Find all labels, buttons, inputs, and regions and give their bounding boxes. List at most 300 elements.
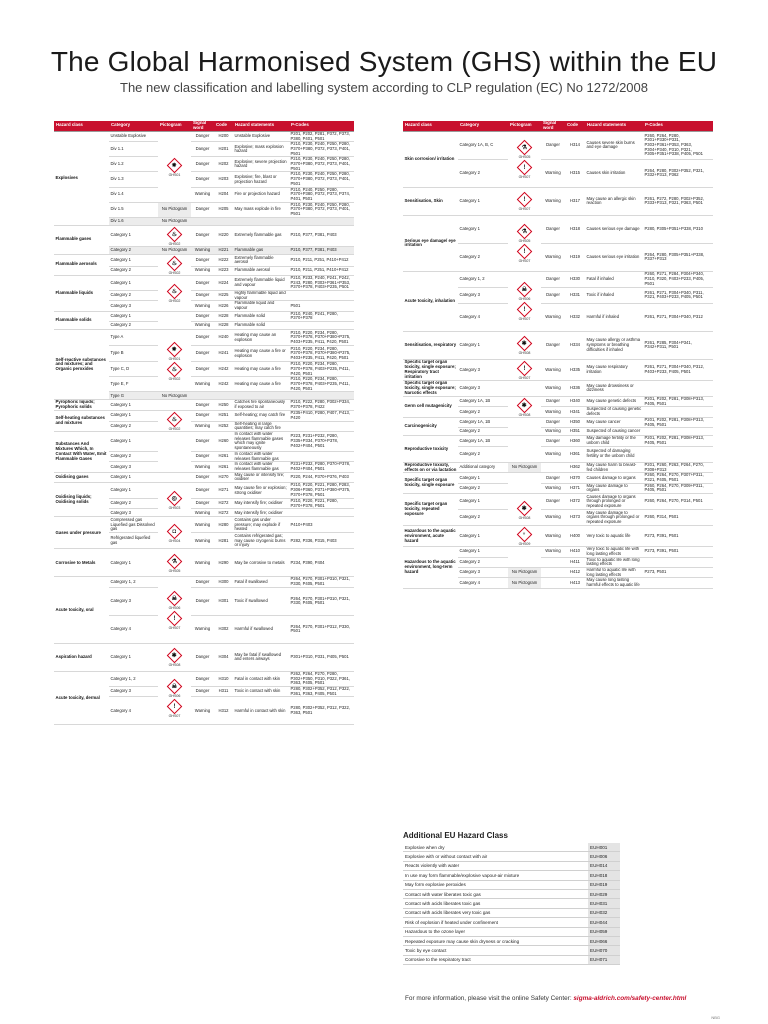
pictogram bbox=[166, 590, 183, 610]
exclamation-mark-icon: ! bbox=[517, 160, 533, 176]
hazard-code: H241 bbox=[214, 346, 233, 362]
euh-code: EUH019 bbox=[588, 880, 620, 889]
euh-statement: Explosive when dry bbox=[403, 843, 588, 852]
hazard-row bbox=[54, 400, 354, 411]
euh-code: EUH006 bbox=[588, 852, 620, 861]
category-cell: Category 4 bbox=[109, 697, 158, 725]
health-hazard-icon: ✱ bbox=[517, 398, 533, 414]
hazard-statement: May cause allergy or asthma symptoms or breathing difficulties if inhaled bbox=[585, 331, 643, 359]
pictogram-code: GHS07 bbox=[168, 714, 181, 719]
footer-note bbox=[405, 995, 686, 1002]
pictogram bbox=[166, 647, 183, 667]
category-cell: Category 1 bbox=[458, 494, 508, 510]
corrosion-icon: ⚗ bbox=[517, 140, 533, 156]
p-codes: P273, P391, P501 bbox=[643, 547, 713, 557]
category-cell: Type A bbox=[109, 330, 158, 346]
euh-statement: In use may form flammable/explosive vapour-air mixture bbox=[403, 871, 588, 880]
hazard-statement: Flammable solid bbox=[233, 322, 289, 330]
hazard-statement: Toxic if swallowed bbox=[233, 587, 289, 615]
p-codes: P261, P271, P304+P340, P311, P321, P403+P233, P405, P501 bbox=[643, 287, 713, 303]
pictogram-cell bbox=[158, 254, 191, 275]
euh-row bbox=[403, 946, 620, 955]
pictogram-cell bbox=[508, 396, 541, 417]
hazard-code: H271 bbox=[214, 483, 233, 499]
hazard-code: H240 bbox=[214, 330, 233, 346]
signal-word: Danger bbox=[541, 271, 565, 287]
hazard-code: H413 bbox=[565, 578, 585, 588]
pictogram bbox=[516, 139, 533, 159]
hazard-code: H319 bbox=[565, 243, 585, 271]
hazard-row bbox=[403, 215, 713, 243]
p-codes: P262, P264, P270, P280, P302+P350, P310, P322, P361, P363, P405, P501 bbox=[289, 671, 354, 686]
hazard-statement: May cause harm to breast-fed children bbox=[585, 462, 643, 473]
pictogram-code: GHS02 bbox=[168, 376, 181, 381]
hazard-class: Gases under pressure bbox=[54, 517, 109, 549]
pictogram bbox=[516, 526, 533, 546]
pictogram-cell bbox=[508, 187, 541, 215]
hazard-statement: Contains gas under pressure; may explode if heated bbox=[233, 517, 289, 533]
pictogram-code: GHS05 bbox=[518, 239, 531, 244]
safety-center-link[interactable]: sigma-aldrich.com/safety-center.html bbox=[573, 995, 687, 1002]
pictogram-cell bbox=[158, 671, 191, 725]
hazard-class: Explosives bbox=[54, 131, 109, 225]
hazard-class: Acute toxicity, inhalation bbox=[403, 271, 458, 331]
category-cell: Category 1, 2 bbox=[109, 577, 158, 587]
category-cell: Refrigerated liquefied gas bbox=[109, 533, 158, 549]
column-header: Hazard class bbox=[54, 121, 109, 131]
category-cell: Category 1 bbox=[458, 526, 508, 547]
pictogram-code: GHS01 bbox=[168, 172, 181, 177]
pictogram-cell bbox=[508, 494, 541, 526]
hazard-statement: Harmful if inhaled bbox=[585, 303, 643, 331]
p-codes: P220, P244, P370+P376, P403 bbox=[289, 472, 354, 482]
pictogram bbox=[166, 698, 183, 718]
pictogram bbox=[516, 335, 533, 355]
hazard-code: H200 bbox=[214, 131, 233, 141]
p-codes: P223, P231+P232, P280, P335+P334, P370+P378, P402+P404, P501 bbox=[289, 432, 354, 452]
pictogram-code: GHS02 bbox=[168, 427, 181, 431]
hazard-code: H351 bbox=[565, 428, 585, 436]
p-codes: P280, P302+P352, P312, P322, P363, P501 bbox=[289, 697, 354, 725]
hazard-statement: May cause fire or explosion; strong oxidiser bbox=[233, 483, 289, 499]
euh-row bbox=[403, 899, 620, 908]
hazard-code: H311 bbox=[214, 686, 233, 696]
pictogram bbox=[166, 610, 183, 630]
euh-statement: Toxic by eye contact bbox=[403, 946, 588, 955]
hazard-statement: Fire or projection hazard bbox=[233, 187, 289, 202]
corrosion-icon: ⚗ bbox=[517, 224, 533, 240]
hazard-code: H260 bbox=[214, 432, 233, 452]
hazard-code: H204 bbox=[214, 187, 233, 202]
pictogram bbox=[166, 341, 183, 361]
p-codes: P210, P230, P240, P250, P280, P370+P380, P372, P373, P401, P501 bbox=[289, 157, 354, 172]
signal-word: Warning bbox=[541, 380, 565, 396]
pictogram-cell bbox=[508, 380, 541, 396]
hazard-statement: Causes severe skin burns and eye damage bbox=[585, 131, 643, 159]
euh-code: EUH059 bbox=[588, 927, 620, 936]
category-cell: Category 2 bbox=[109, 322, 158, 330]
hazard-class: Aspiration hazard bbox=[54, 643, 109, 671]
signal-word: Danger bbox=[191, 225, 214, 246]
hazard-row bbox=[54, 254, 354, 266]
category-cell: Category 1 bbox=[458, 547, 508, 557]
flame-icon: ♨ bbox=[167, 256, 183, 272]
ghs-table-right bbox=[403, 121, 713, 589]
signal-word: Danger bbox=[541, 494, 565, 510]
signal-word: Warning bbox=[191, 246, 214, 254]
signal-word bbox=[541, 567, 565, 577]
hazard-row bbox=[54, 472, 354, 482]
hazard-class: Reproductive toxicity bbox=[403, 436, 458, 462]
p-codes: P260, P271, P284, P304+P340, P310, P320, P403+P233, P405, P501 bbox=[643, 271, 713, 287]
euh-statement: Contact with water liberates toxic gas bbox=[403, 889, 588, 898]
hazard-statement: Harmful if swallowed bbox=[233, 615, 289, 643]
pictogram-cell bbox=[158, 643, 191, 671]
p-codes: P260, P264, P280, P301+P330+P331, P303+P361+P353, P363, P304+P340, P310, P321, P305+P351+P338, P405, P501 bbox=[643, 131, 713, 159]
hazard-row bbox=[403, 187, 713, 215]
pictogram-code: GHS07 bbox=[518, 175, 531, 180]
pictogram-cell bbox=[508, 215, 541, 271]
euh-row bbox=[403, 852, 620, 861]
exclamation-mark-icon: ! bbox=[167, 699, 183, 715]
hazard-code: H242 bbox=[214, 377, 233, 392]
signal-word: Danger bbox=[191, 142, 214, 157]
exclamation-mark-icon: ! bbox=[517, 192, 533, 208]
hazard-code: H330 bbox=[565, 271, 585, 287]
category-cell: Category 2 bbox=[458, 510, 508, 526]
signal-word: Danger bbox=[191, 131, 214, 141]
p-codes: P210, P211, P251, P410+P412 bbox=[289, 266, 354, 275]
signal-word: Danger bbox=[191, 643, 214, 671]
corner-mark: NBG bbox=[711, 1015, 720, 1020]
hazard-code: H315 bbox=[565, 159, 585, 187]
hazard-statement: Heating may cause a fire bbox=[233, 377, 289, 392]
euh-statement: Contact with acids liberates toxic gas bbox=[403, 899, 588, 908]
hazard-code: H304 bbox=[214, 643, 233, 671]
no-pictogram-cell: No Pictogram bbox=[508, 578, 541, 588]
euh-code: EUH032 bbox=[588, 908, 620, 917]
hazard-statement: Unstable Explosive bbox=[233, 131, 289, 141]
euh-row bbox=[403, 918, 620, 927]
category-cell: Type C, D bbox=[109, 362, 158, 377]
signal-word: Warning bbox=[191, 517, 214, 533]
signal-word: Warning bbox=[191, 266, 214, 275]
pictogram-cell bbox=[508, 436, 541, 462]
hazard-statement: Toxic in contact with skin bbox=[233, 686, 289, 696]
signal-word: Danger bbox=[191, 290, 214, 300]
p-codes: P210, P211, P251, P410+P412 bbox=[289, 254, 354, 266]
hazard-row bbox=[403, 131, 713, 159]
hazard-code: H261 bbox=[214, 462, 233, 472]
p-codes: P210, P220, P221, P280, P283, P306+P360, P371+P380+P375, P370+P378, P501 bbox=[289, 483, 354, 499]
flame-icon: ♨ bbox=[167, 361, 183, 377]
hazard-statement: Catches fire spontaneously if exposed to air bbox=[233, 400, 289, 411]
hazard-row bbox=[403, 331, 713, 359]
flame-over-circle-icon: ◎ bbox=[167, 490, 183, 506]
category-cell: Category 1 bbox=[109, 411, 158, 422]
health-hazard-icon: ✱ bbox=[167, 648, 183, 664]
hazard-class: Specific target organ toxicity, repeated exposure bbox=[403, 494, 458, 526]
pictogram-code: GHS02 bbox=[168, 270, 181, 275]
p-codes: P201, P202, P281, P308+P313, P405, P501 bbox=[643, 396, 713, 407]
hazard-statement: Explosive; mass explosion hazard bbox=[233, 142, 289, 157]
signal-word: Danger bbox=[191, 202, 214, 217]
hazard-statement: May cause drowsiness or dizziness bbox=[585, 380, 643, 396]
hazard-code: H331 bbox=[565, 287, 585, 303]
hazard-statement: Suspected of causing genetic defects bbox=[586, 406, 642, 417]
euh-code: EUH071 bbox=[588, 955, 620, 964]
hazard-code: H226 bbox=[214, 301, 233, 311]
hazard-code: H251 bbox=[214, 411, 233, 422]
pictogram-code: GHS07 bbox=[518, 375, 531, 380]
category-cell: Category 1, 2 bbox=[458, 271, 508, 287]
pictogram-code: GHS05 bbox=[518, 155, 531, 160]
euh-table bbox=[403, 843, 620, 965]
hazard-class: Acute toxicity, oral bbox=[54, 577, 109, 643]
hazard-statement: May cause cancer bbox=[585, 417, 643, 427]
pictogram-cell bbox=[508, 271, 541, 331]
category-cell: Category 3 bbox=[458, 380, 508, 396]
signal-word: Warning bbox=[541, 526, 565, 547]
p-codes: P280, P305+P351+P338, P310 bbox=[643, 215, 713, 243]
exploding-bomb-icon: ✸ bbox=[167, 341, 183, 357]
signal-word: Warning bbox=[191, 377, 214, 392]
health-hazard-icon: ✱ bbox=[517, 500, 533, 516]
hazard-statement: Toxic to aquatic life with long lasting effects bbox=[585, 557, 643, 567]
pictogram-cell bbox=[158, 225, 191, 246]
signal-word: Danger bbox=[191, 451, 214, 461]
column-header: Code bbox=[214, 121, 233, 131]
pictogram-cell bbox=[158, 311, 191, 329]
pictogram-cell bbox=[158, 517, 191, 549]
hazard-code: H228 bbox=[214, 311, 233, 321]
euh-code: EUH014 bbox=[588, 861, 620, 870]
p-codes bbox=[289, 421, 354, 432]
p-codes: P210, P240, P250, P280, P370+P380, P372, P373, P374, P401, P501 bbox=[289, 187, 354, 202]
p-codes bbox=[289, 451, 354, 461]
pictogram bbox=[166, 523, 183, 543]
hazard-code: H203 bbox=[214, 172, 233, 187]
category-cell: Category 1 bbox=[109, 483, 158, 499]
p-codes: P231+P232, P280, P370+P378, P402+P404, P501 bbox=[289, 462, 354, 472]
p-codes bbox=[289, 290, 354, 300]
pictogram bbox=[166, 361, 183, 381]
hazard-class: Flammable aerosols bbox=[54, 254, 109, 275]
hazard-row bbox=[54, 225, 354, 246]
hazard-code: H370 bbox=[565, 473, 585, 483]
hazard-statement: Contains refrigerated gas; may cause cryogenic burns or injury bbox=[233, 533, 289, 549]
corrosion-icon: ⚗ bbox=[167, 554, 183, 570]
pictogram bbox=[516, 243, 533, 263]
euh-code: EUH066 bbox=[588, 936, 620, 945]
hazard-row bbox=[54, 311, 354, 321]
hazard-statement: Flammable gas bbox=[233, 246, 289, 254]
pictogram bbox=[166, 553, 183, 573]
pictogram-cell bbox=[158, 432, 191, 473]
page-title: The Global Harmonised System (GHS) within the EU bbox=[50, 46, 718, 77]
category-cell: Category 1 bbox=[109, 254, 158, 266]
hazard-statement: Extremely flammable gas bbox=[233, 225, 289, 246]
signal-word: Danger bbox=[191, 400, 214, 411]
hazard-class: Serious eye damage/ eye irritation bbox=[403, 215, 458, 271]
euh-row bbox=[403, 861, 620, 870]
hazard-statement: May cause damage to organs through prolonged or repeated exposure bbox=[585, 510, 643, 526]
hazard-code: H223 bbox=[214, 266, 233, 275]
hazard-code: H272 bbox=[214, 499, 233, 509]
signal-word: Warning bbox=[191, 697, 214, 725]
hazard-code: H412 bbox=[565, 567, 585, 577]
hazard-code: H261 bbox=[214, 451, 233, 461]
pictogram-cell bbox=[158, 131, 191, 202]
p-codes bbox=[289, 217, 354, 225]
euh-row bbox=[403, 927, 620, 936]
signal-word: Danger bbox=[191, 432, 214, 452]
pictogram-cell bbox=[158, 275, 191, 311]
signal-word: Danger bbox=[191, 311, 214, 321]
p-codes bbox=[643, 557, 713, 567]
category-cell: Category 2 bbox=[109, 290, 158, 300]
p-codes: P264, P280, P302+P352, P321, P332+P313, P362 bbox=[643, 159, 713, 187]
signal-word: Danger bbox=[191, 472, 214, 482]
hazard-code: H280 bbox=[214, 517, 233, 533]
euh-section-title: Additional EU Hazard Class bbox=[403, 831, 508, 840]
hazard-row bbox=[403, 462, 713, 473]
hazard-statement: Explosive; fire, blast or projection hazard bbox=[233, 172, 289, 187]
p-codes: P301+P310, P331, P405, P501 bbox=[289, 643, 354, 671]
hazard-code: H201 bbox=[214, 142, 233, 157]
hazard-code: H373 bbox=[565, 510, 585, 526]
p-codes: P210, P240, P241, P280, P370+P378 bbox=[289, 311, 354, 321]
p-codes: P235+P410, P280, P407, P413, P420 bbox=[289, 411, 354, 422]
pictogram-code: GHS07 bbox=[518, 207, 531, 212]
pictogram-cell bbox=[508, 417, 541, 435]
p-codes: P264, P270, P301+P310, P321, P330, P405, P501 bbox=[289, 577, 354, 587]
p-codes bbox=[289, 322, 354, 330]
signal-word: Danger bbox=[191, 577, 214, 587]
p-codes: P210, P377, P381, P403 bbox=[289, 225, 354, 246]
signal-word: Warning bbox=[541, 428, 565, 436]
pictogram-cell bbox=[158, 472, 191, 482]
hazard-statement: May be fatal if swallowed and enters airways bbox=[233, 643, 289, 671]
category-cell: Category 4 bbox=[458, 578, 508, 588]
category-cell: Category 2 bbox=[109, 246, 158, 254]
hazard-class: Hazardous to the aquatic environment, long-term hazard bbox=[403, 547, 458, 589]
hazard-row bbox=[54, 275, 354, 290]
pictogram-code: GHS07 bbox=[518, 317, 531, 322]
no-pictogram-cell: No Pictogram bbox=[158, 217, 191, 225]
hazard-statement: Causes skin irritation bbox=[585, 159, 643, 187]
hazard-code: H350 bbox=[565, 417, 585, 427]
exclamation-mark-icon: ! bbox=[517, 302, 533, 318]
category-cell: Category 1 bbox=[109, 275, 158, 290]
pictogram-cell bbox=[158, 483, 191, 517]
hazard-code: H318 bbox=[565, 215, 585, 243]
column-header: P-Codes bbox=[289, 121, 354, 131]
category-cell: Category 3 bbox=[458, 567, 508, 577]
category-cell: Category 3 bbox=[109, 686, 158, 696]
p-codes bbox=[643, 428, 713, 436]
hazard-row bbox=[403, 359, 713, 380]
pictogram-cell bbox=[508, 473, 541, 494]
category-cell: Category 2 bbox=[458, 159, 508, 187]
euh-statement: Corrosive to the respiratory tract bbox=[403, 955, 588, 964]
category-cell: Category 2 bbox=[109, 266, 158, 275]
hazard-statement: May mass explode in fire bbox=[233, 202, 289, 217]
hazard-class: Flammable gases bbox=[54, 225, 109, 254]
signal-word: Danger bbox=[191, 346, 214, 362]
p-codes bbox=[289, 392, 354, 400]
p-codes: P210, P230, P240, P250, P280, P370+P380, P372, P373, P401, P501 bbox=[289, 172, 354, 187]
signal-word: Warning bbox=[191, 462, 214, 472]
hazard-code: H270 bbox=[214, 472, 233, 482]
signal-word: Warning bbox=[191, 322, 214, 330]
hazard-class: Specific target organ toxicity, single exposure; Narcotic effects bbox=[403, 380, 458, 396]
hazard-code: H411 bbox=[565, 557, 585, 567]
euh-row bbox=[403, 843, 620, 852]
hazard-statement: In contact with water releases flammable gas bbox=[233, 462, 289, 472]
column-header: P-Codes bbox=[643, 121, 713, 131]
hazard-statement: Very toxic to aquatic life bbox=[585, 526, 643, 547]
column-header: Pictogram bbox=[158, 121, 191, 131]
pictogram-code: GHS06 bbox=[168, 606, 181, 611]
pictogram bbox=[516, 301, 533, 321]
pictogram-code: GHS09 bbox=[518, 542, 531, 547]
p-codes: P264, P270, P301+P312, P330, P501 bbox=[289, 615, 354, 643]
signal-word: Warning bbox=[541, 303, 565, 331]
hazard-code: H222 bbox=[214, 254, 233, 266]
signal-word: Danger bbox=[191, 362, 214, 377]
hazard-class: Specific target organ toxicity, single exposure bbox=[403, 473, 458, 494]
signal-word: Danger bbox=[541, 287, 565, 303]
signal-word: Danger bbox=[541, 215, 565, 243]
hazard-row bbox=[403, 494, 713, 510]
hazard-code: H312 bbox=[214, 697, 233, 725]
pictogram bbox=[516, 397, 533, 417]
p-codes: P210, P220, P234, P280, P370+P378, P370+P380+P375, P403+P235, P411, P420, P501 bbox=[289, 346, 354, 362]
signal-word: Danger bbox=[541, 331, 565, 359]
hazard-row bbox=[403, 436, 713, 446]
euh-code: EUH070 bbox=[588, 946, 620, 955]
exclamation-mark-icon: ! bbox=[167, 611, 183, 627]
hazard-code: H224 bbox=[214, 275, 233, 290]
p-codes: P210, P233, P240, P241, P242, P243, P280, P303+P361+P353, P370+P378, P403+P235, P501 bbox=[289, 275, 354, 290]
hazard-code: H252 bbox=[214, 421, 233, 432]
page-subtitle: The new classification and labelling system according to CLP regulation (EC) No 1272/2008 bbox=[120, 80, 648, 95]
category-cell: Category 1 bbox=[458, 187, 508, 215]
signal-word: Danger bbox=[191, 686, 214, 696]
signal-word: Danger bbox=[191, 330, 214, 346]
hazard-code bbox=[214, 217, 233, 225]
pictogram bbox=[166, 157, 183, 177]
p-codes: P201, P260, P263, P264, P270, P308+P313 bbox=[643, 462, 713, 473]
signal-word: Warning bbox=[191, 615, 214, 643]
pictogram-code: GHS07 bbox=[168, 626, 181, 631]
p-codes: P261, P271, P304+P340, P312, P403+P233, P405, P501 bbox=[643, 359, 713, 380]
euh-row bbox=[403, 889, 620, 898]
hazard-class: Sensitisation, Skin bbox=[403, 187, 458, 215]
category-cell: Category 1 bbox=[109, 400, 158, 411]
signal-word bbox=[541, 557, 565, 567]
p-codes bbox=[643, 380, 713, 396]
category-cell: Type G bbox=[109, 392, 158, 400]
pictogram bbox=[516, 191, 533, 211]
signal-word: Warning bbox=[541, 187, 565, 215]
pictogram bbox=[166, 490, 183, 510]
euh-code: EUH029 bbox=[588, 889, 620, 898]
column-header: Hazard class bbox=[403, 121, 458, 131]
pictogram-code: GHS05 bbox=[168, 568, 181, 573]
hazard-statement: Causes serious eye irritation bbox=[585, 243, 643, 271]
